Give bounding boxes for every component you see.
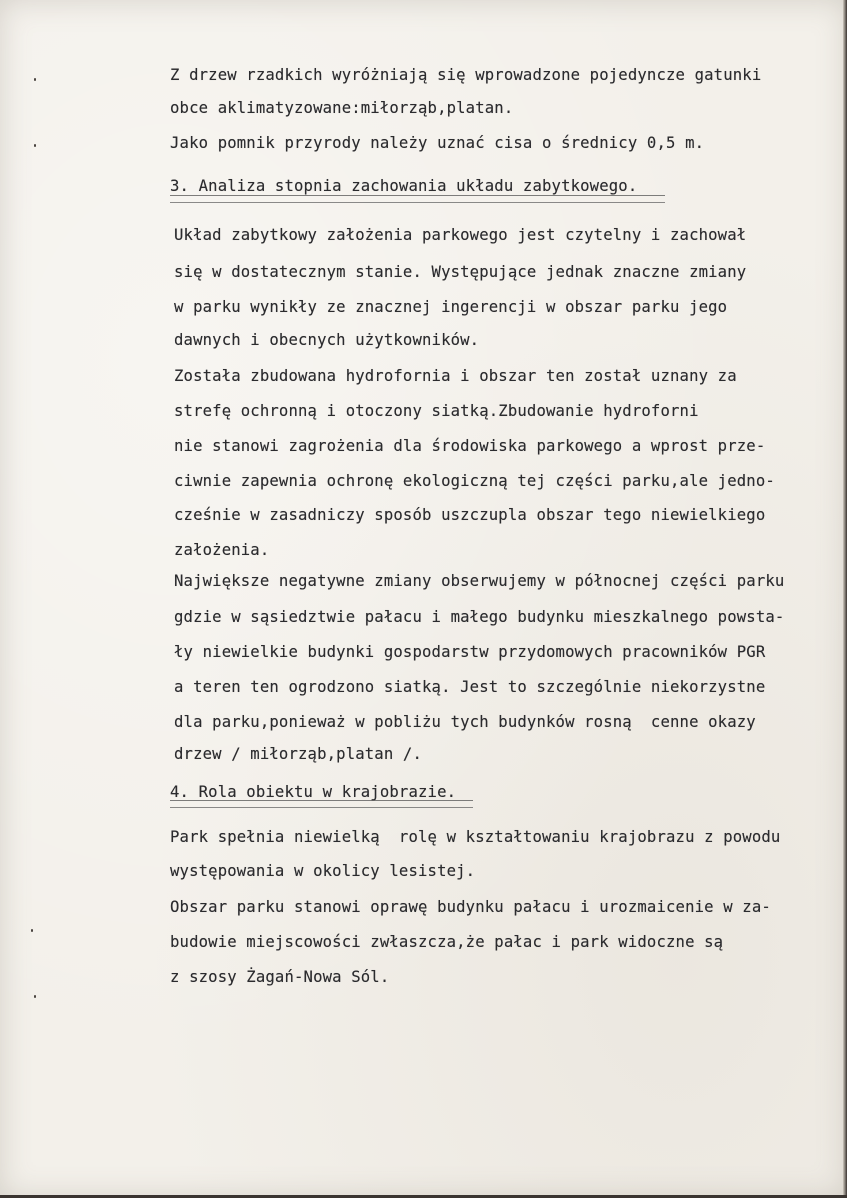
scan-edge	[843, 0, 847, 1198]
scan-speck	[31, 929, 33, 932]
section-3-line: ły niewielkie budynki gospodarstw przydomowych pracowników PGR	[174, 643, 766, 661]
section-3-line: ciwnie zapewnia ochronę ekologiczną tej części parku,ale jedno-	[174, 472, 775, 490]
section-3-line: nie stanowi zagrożenia dla środowiska parkowego a wprost prze-	[174, 437, 766, 455]
section-3-line: Została zbudowana hydrofornia i obszar ten został uznany za	[174, 367, 737, 385]
section-3-heading-underline	[170, 195, 665, 203]
section-3-line: Układ zabytkowy założenia parkowego jest czytelny i zachował	[174, 226, 747, 244]
section-3-line: dla parku,ponieważ w pobliżu tych budynków rosną cenne okazy	[174, 713, 756, 731]
scan-speck	[34, 144, 36, 147]
intro-line: Jako pomnik przyrody należy uznać cisa o średnicy 0,5 m.	[170, 134, 705, 152]
section-4-heading-underline	[170, 800, 473, 808]
section-3-line: się w dostatecznym stanie. Występujące jednak znaczne zmiany	[174, 263, 747, 281]
section-3-line: dawnych i obecnych użytkowników.	[174, 331, 480, 349]
intro-line: obce aklimatyzowane:miłorząb,platan.	[170, 99, 514, 117]
section-4-line: występowania w okolicy lesistej.	[170, 862, 476, 880]
section-4-line: z szosy Żagań-Nowa Sól.	[170, 968, 390, 986]
section-3-line: Największe negatywne zmiany obserwujemy w północnej części parku	[174, 572, 785, 590]
section-3-heading: 3. Analiza stopnia zachowania układu zabytkowego.	[170, 177, 638, 195]
section-3-line: w parku wynikły ze znacznej ingerencji w obszar parku jego	[174, 298, 728, 316]
intro-line: Z drzew rzadkich wyróżniają się wprowadzone pojedyncze gatunki	[170, 66, 762, 84]
section-4-heading: 4. Rola obiektu w krajobrazie.	[170, 783, 457, 801]
section-3-line: cześnie w zasadniczy sposób uszczupla obszar tego niewielkiego	[174, 506, 766, 524]
section-3-line: gdzie w sąsiedztwie pałacu i małego budynku mieszkalnego powsta-	[174, 608, 785, 626]
section-3-line: strefę ochronną i otoczony siatką.Zbudowanie hydroforni	[174, 402, 699, 420]
section-4-line: Obszar parku stanowi oprawę budynku pałacu i urozmaicenie w za-	[170, 898, 771, 916]
scan-speck	[34, 78, 36, 81]
section-3-line: drzew / miłorząb,platan /.	[174, 745, 422, 763]
section-4-line: budowie miejscowości zwłaszcza,że pałac i park widoczne są	[170, 933, 724, 951]
section-3-line: a teren ten ogrodzono siatką. Jest to szczególnie niekorzystne	[174, 678, 766, 696]
section-4-line: Park spełnia niewielką rolę w kształtowaniu krajobrazu z powodu	[170, 828, 781, 846]
scan-speck	[34, 995, 36, 998]
section-3-line: założenia.	[174, 541, 270, 559]
